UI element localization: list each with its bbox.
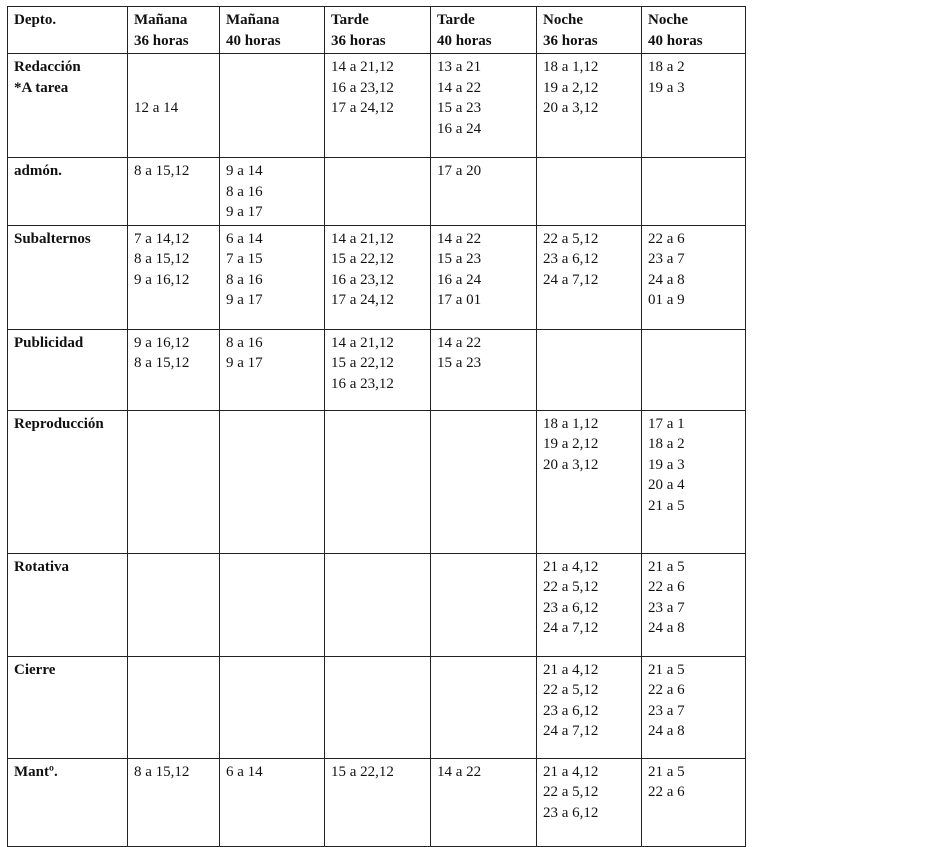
shift-time: 8 a 15,12 [134,763,190,780]
shift-cell [431,54,537,158]
shift-cell [431,225,537,329]
dept-cell [8,329,128,410]
shift-cell [431,656,537,758]
shift-time: 24 a 7,12 [543,271,599,288]
shift-cell [325,656,431,758]
header-col-label: Mañana [134,12,188,28]
shift-schedule-table [7,6,746,847]
shift-time: 9 a 14 [226,163,263,179]
dept-label: *A tarea [14,79,69,96]
shift-cell [642,158,746,226]
shift-cell [325,758,431,846]
header-col-sublabel: 40 horas [437,32,492,49]
shift-cell [642,225,746,329]
shift-time: 17 a 01 [437,292,482,308]
shift-time: 18 a 1,12 [543,415,599,432]
shift-time: 16 a 23,12 [331,79,394,96]
shift-time: 8 a 15,12 [134,251,190,267]
shift-time: 21 a 4,12 [543,558,599,575]
header-col-label: Mañana [226,12,280,28]
shift-time: 22 a 6 [648,784,685,800]
shift-time: 14 a 22 [437,763,482,780]
shift-cell [128,158,220,226]
shift-cell [642,758,746,846]
shift-cell [642,329,746,410]
shift-time: 19 a 3 [648,79,685,96]
shift-time: 23 a 7 [648,251,685,267]
dept-label: Publicidad [14,334,84,351]
shift-time: 12 a 14 [134,100,179,116]
shift-cell [220,410,325,553]
shift-time: 01 a 9 [648,292,685,308]
dept-label: Redacción [14,59,81,75]
dept-cell [8,758,128,846]
header-col-sublabel: 36 horas [331,32,386,49]
dept-cell [8,54,128,158]
shift-cell [431,158,537,226]
shift-time: 19 a 2,12 [543,436,599,452]
shift-time: 22 a 5,12 [543,230,599,247]
shift-cell [325,553,431,656]
shift-time: 22 a 5,12 [543,784,599,800]
dept-label: Rotativa [14,558,69,575]
shift-cell [220,225,325,329]
shift-time: 16 a 23,12 [331,271,394,288]
shift-time: 21 a 5 [648,661,685,678]
header-row [8,7,746,54]
header-col-sublabel: 40 horas [648,32,703,49]
shift-time: 9 a 16,12 [134,271,190,288]
shift-time: 17 a 24,12 [331,100,394,116]
table-row [8,410,746,553]
shift-time: 21 a 4,12 [543,763,599,780]
shift-time: 9 a 17 [226,292,263,308]
shift-cell [128,54,220,158]
shift-cell [325,54,431,158]
table-row [8,656,746,758]
shift-cell [220,553,325,656]
shift-cell [128,410,220,553]
shift-cell [128,656,220,758]
shift-time: 22 a 6 [648,579,685,595]
shift-time: 14 a 21,12 [331,334,394,351]
dept-cell [8,225,128,329]
shift-cell [537,410,642,553]
shift-time: 14 a 22 [437,230,482,247]
table-row [8,329,746,410]
shift-time: 17 a 1 [648,415,685,432]
shift-time: 18 a 2 [648,436,685,452]
shift-time: 16 a 24 [437,271,482,288]
shift-time: 9 a 16,12 [134,334,190,351]
shift-time: 8 a 15,12 [134,163,190,179]
shift-time: 15 a 23 [437,355,482,371]
shift-cell [220,656,325,758]
shift-cell [431,329,537,410]
shift-cell [220,329,325,410]
shift-cell [128,329,220,410]
shift-cell [325,225,431,329]
dept-cell [8,410,128,553]
shift-time: 22 a 5,12 [543,579,599,595]
header-col-label: Tarde [331,12,369,28]
shift-time: 13 a 21 [437,59,482,75]
table-row [8,225,746,329]
shift-time: 22 a 6 [648,230,685,247]
header-col-1 [128,7,220,54]
shift-time: 24 a 8 [648,271,685,288]
shift-time: 21 a 4,12 [543,661,599,678]
dept-cell [8,553,128,656]
shift-cell [220,758,325,846]
header-dept-label: Depto. [14,12,57,28]
shift-time: 6 a 14 [226,763,263,780]
shift-time: 15 a 23 [437,100,482,116]
table-row [8,553,746,656]
shift-cell [431,758,537,846]
shift-time: 8 a 15,12 [134,355,190,371]
header-col-label: Noche [543,12,583,28]
header-col-5 [537,7,642,54]
shift-time: 21 a 5 [648,763,685,780]
shift-time: 23 a 7 [648,599,685,616]
header-col-4 [431,7,537,54]
header-col-sublabel: 36 horas [543,32,598,49]
shift-time: 15 a 22,12 [331,763,394,780]
dept-label: admón. [14,163,62,179]
shift-cell [325,329,431,410]
shift-cell [220,54,325,158]
dept-label: Mantº. [14,763,58,780]
shift-time: 6 a 14 [226,230,263,247]
shift-cell [642,410,746,553]
shift-time: 24 a 8 [648,723,685,739]
shift-cell [642,553,746,656]
header-col-sublabel: 36 horas [134,32,189,49]
shift-cell [431,553,537,656]
shift-cell [537,329,642,410]
shift-time: 7 a 15 [226,251,263,267]
header-dept [8,7,128,54]
shift-time: 23 a 6,12 [543,251,599,267]
shift-time: 8 a 16 [226,271,263,288]
shift-time: 17 a 24,12 [331,292,394,308]
schedule-body [8,54,746,847]
shift-time: 20 a 3,12 [543,100,599,116]
shift-time: 16 a 24 [437,120,482,137]
shift-cell [128,553,220,656]
shift-time: 23 a 6,12 [543,599,599,616]
shift-cell [537,758,642,846]
dept-label: Subalternos [14,230,91,247]
header-col-2 [220,7,325,54]
shift-time: 24 a 7,12 [543,620,599,636]
dept-cell [8,656,128,758]
header-col-3 [325,7,431,54]
shift-cell [220,158,325,226]
shift-time: 19 a 2,12 [543,79,599,96]
shift-time: 23 a 6,12 [543,804,599,821]
header-col-label: Noche [648,12,688,28]
shift-cell [325,158,431,226]
shift-time: 21 a 5 [648,558,685,575]
shift-time: 19 a 3 [648,456,685,473]
shift-cell [431,410,537,553]
shift-time: 15 a 23 [437,251,482,267]
shift-time: 20 a 4 [648,477,685,493]
shift-time: 20 a 3,12 [543,456,599,473]
shift-time: 18 a 2 [648,59,685,75]
shift-time: 24 a 7,12 [543,723,599,739]
header-col-label: Tarde [437,12,475,28]
shift-time: 8 a 16 [226,183,263,200]
dept-label: Reproducción [14,415,104,432]
header-col-6 [642,7,746,54]
shift-time: 14 a 22 [437,334,482,351]
shift-time: 9 a 17 [226,355,263,371]
shift-time: 24 a 8 [648,620,685,636]
shift-cell [537,656,642,758]
table-row [8,54,746,158]
shift-cell [537,225,642,329]
shift-time: 18 a 1,12 [543,59,599,75]
shift-time: 15 a 22,12 [331,251,394,267]
shift-time: 16 a 23,12 [331,375,394,392]
shift-time: 23 a 7 [648,702,685,719]
shift-time: 14 a 21,12 [331,59,394,75]
table-row [8,158,746,226]
shift-time: 21 a 5 [648,497,685,514]
shift-time: 22 a 6 [648,682,685,698]
dept-label: Cierre [14,661,56,678]
shift-cell [537,54,642,158]
shift-cell [128,225,220,329]
shift-cell [642,656,746,758]
shift-time: 22 a 5,12 [543,682,599,698]
shift-time: 9 a 17 [226,204,263,220]
shift-time: 14 a 21,12 [331,230,394,247]
dept-cell [8,158,128,226]
shift-cell [537,158,642,226]
shift-cell [325,410,431,553]
shift-time: 15 a 22,12 [331,355,394,371]
shift-time [134,57,214,78]
table-row [8,758,746,846]
shift-time: 17 a 20 [437,163,482,179]
shift-cell [537,553,642,656]
header-col-sublabel: 40 horas [226,32,281,49]
shift-time: 8 a 16 [226,334,263,351]
shift-time: 7 a 14,12 [134,230,190,247]
shift-time [134,78,214,99]
shift-cell [128,758,220,846]
shift-time: 23 a 6,12 [543,702,599,719]
shift-cell [642,54,746,158]
shift-time: 14 a 22 [437,79,482,96]
